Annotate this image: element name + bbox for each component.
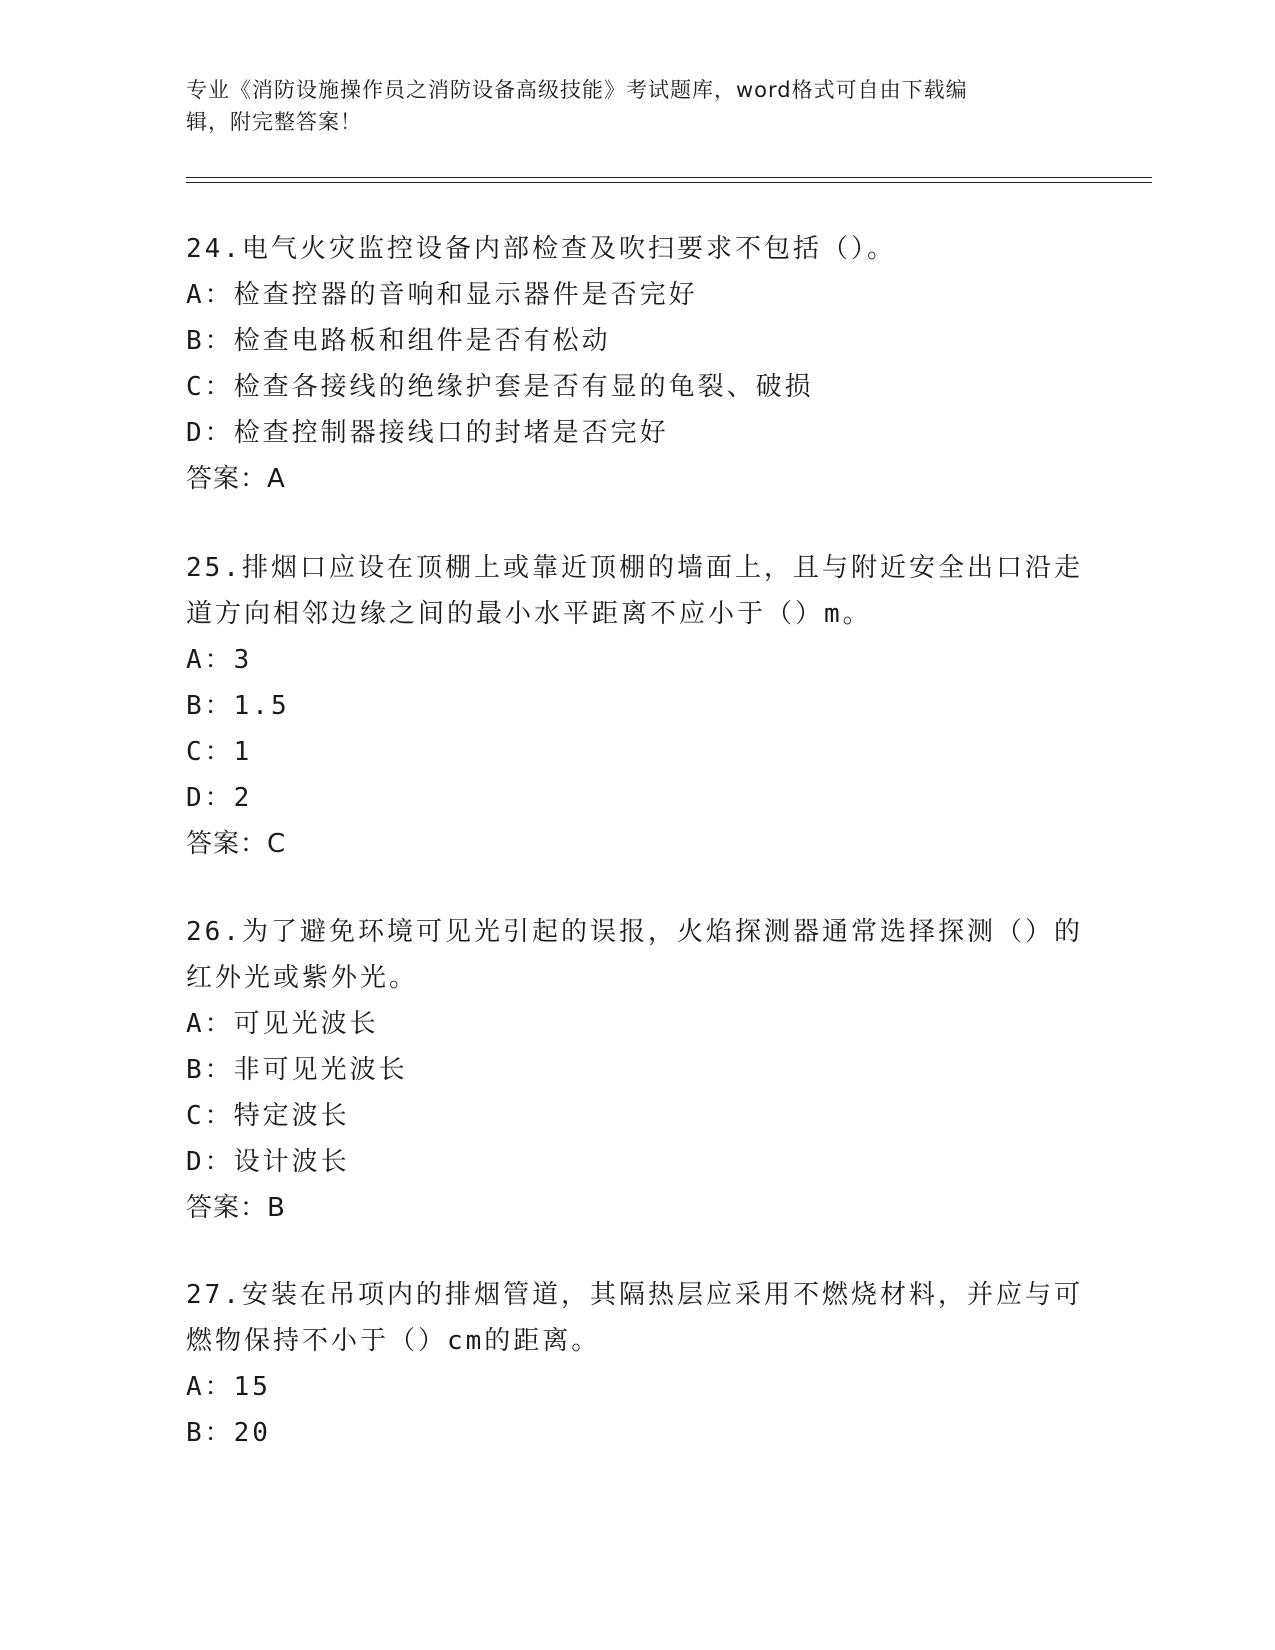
option-d: D：2 [186,783,253,813]
option-c: C：检查各接线的绝缘护套是否有显的龟裂、破损 [186,372,814,402]
header-line-2: 辑，附完整答案！ [186,110,362,134]
header-line-1: 专业《消防设施操作员之消防设备高级技能》考试题库，word格式可自由下载编 [186,78,968,102]
option-b: B：1.5 [186,691,290,721]
option-a: A：15 [186,1372,271,1402]
question-stem-line-1: 26.为了避免环境可见光引起的误报，火焰探测器通常选择探测（）的 [186,917,1083,947]
question-stem-line-1: 25.排烟口应设在顶棚上或靠近顶棚的墙面上，且与附近安全出口沿走 [186,553,1083,583]
answer: 答案：B [186,1193,286,1223]
document-header [186,74,1086,138]
option-b: B：20 [186,1418,271,1448]
question-26 [186,909,1086,1231]
option-c: C：1 [186,737,253,767]
option-a: A：3 [186,645,253,675]
option-d: D：检查控制器接线口的封堵是否完好 [186,418,669,448]
header-divider [186,177,1152,183]
answer: 答案：C [186,829,287,859]
question-stem-line-2: 红外光或紫外光。 [186,963,419,993]
answer: 答案：A [186,464,286,494]
question-stem-line-2: 燃物保持不小于（）cm的距离。 [186,1326,601,1356]
option-b: B：非可见光波长 [186,1055,408,1085]
option-b: B：检查电路板和组件是否有松动 [186,326,611,356]
option-d: D：设计波长 [186,1147,350,1177]
question-stem-line-1: 27.安装在吊项内的排烟管道，其隔热层应采用不燃烧材料，并应与可 [186,1280,1083,1310]
question-24 [186,226,1086,502]
question-25 [186,545,1086,867]
option-a: A：可见光波长 [186,1009,379,1039]
option-c: C：特定波长 [186,1101,350,1131]
question-27 [186,1272,1086,1456]
question-stem-line-2: 道方向相邻边缘之间的最小水平距离不应小于（）m。 [186,599,872,629]
question-stem: 24.电气火灾监控设备内部检查及吹扫要求不包括（）。 [186,234,896,264]
option-a: A：检查控器的音响和显示器件是否完好 [186,280,698,310]
